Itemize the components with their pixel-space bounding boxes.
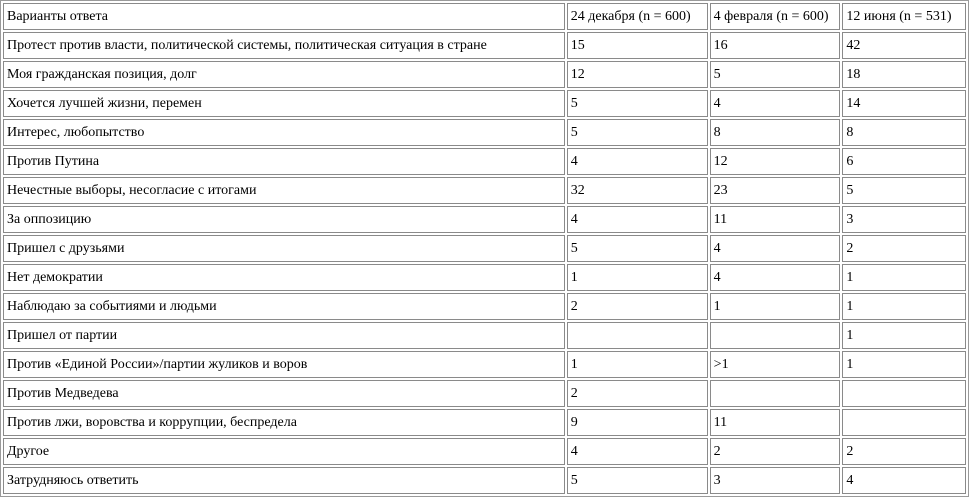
dec24-cell: 1 (567, 264, 708, 291)
dec24-cell: 5 (567, 467, 708, 494)
feb4-cell: 4 (710, 235, 841, 262)
jun12-cell: 1 (842, 351, 966, 378)
table-row (3, 380, 966, 407)
answer-cell: Затрудняюсь ответить (3, 467, 565, 494)
feb4-cell: 23 (710, 177, 841, 204)
feb4-cell: 8 (710, 119, 841, 146)
jun12-cell: 2 (842, 235, 966, 262)
dec24-cell: 15 (567, 32, 708, 59)
dec24-cell: 32 (567, 177, 708, 204)
jun12-cell: 3 (842, 206, 966, 233)
dec24-cell: 4 (567, 206, 708, 233)
table-row (3, 351, 966, 378)
feb4-cell: 11 (710, 409, 841, 436)
survey-table-body (3, 3, 966, 494)
table-row (3, 206, 966, 233)
jun12-cell (842, 380, 966, 407)
feb4-cell: >1 (710, 351, 841, 378)
jun12-cell: 2 (842, 438, 966, 465)
jun12-cell: 18 (842, 61, 966, 88)
header-cell-jun12: 12 июня (n = 531) (842, 3, 966, 30)
feb4-cell: 5 (710, 61, 841, 88)
table-row (3, 177, 966, 204)
answer-cell: Другое (3, 438, 565, 465)
jun12-cell: 6 (842, 148, 966, 175)
answer-cell: Против «Единой России»/партии жуликов и воров (3, 351, 565, 378)
feb4-cell: 3 (710, 467, 841, 494)
jun12-cell (842, 409, 966, 436)
dec24-cell: 12 (567, 61, 708, 88)
table-row (3, 467, 966, 494)
dec24-cell: 5 (567, 235, 708, 262)
header-cell-answer: Варианты ответа (3, 3, 565, 30)
table-row (3, 409, 966, 436)
dec24-cell: 2 (567, 380, 708, 407)
answer-cell: Хочется лучшей жизни, перемен (3, 90, 565, 117)
table-row (3, 90, 966, 117)
jun12-cell: 8 (842, 119, 966, 146)
jun12-cell: 1 (842, 322, 966, 349)
table-row (3, 119, 966, 146)
table-row (3, 438, 966, 465)
answer-cell: Нечестные выборы, несогласие с итогами (3, 177, 565, 204)
jun12-cell: 42 (842, 32, 966, 59)
dec24-cell: 4 (567, 438, 708, 465)
feb4-cell: 12 (710, 148, 841, 175)
jun12-cell: 4 (842, 467, 966, 494)
table-row (3, 264, 966, 291)
feb4-cell (710, 322, 841, 349)
feb4-cell: 4 (710, 264, 841, 291)
dec24-cell: 9 (567, 409, 708, 436)
jun12-cell: 5 (842, 177, 966, 204)
answer-cell: Наблюдаю за событиями и людьми (3, 293, 565, 320)
dec24-cell: 5 (567, 119, 708, 146)
dec24-cell (567, 322, 708, 349)
answer-cell: Против Медведева (3, 380, 565, 407)
answer-cell: Моя гражданская позиция, долг (3, 61, 565, 88)
feb4-cell (710, 380, 841, 407)
header-row (3, 3, 966, 30)
answer-cell: Интерес, любопытство (3, 119, 565, 146)
feb4-cell: 2 (710, 438, 841, 465)
table-row (3, 322, 966, 349)
answer-cell: Нет демократии (3, 264, 565, 291)
answer-cell: За оппозицию (3, 206, 565, 233)
table-row (3, 293, 966, 320)
dec24-cell: 4 (567, 148, 708, 175)
table-row (3, 148, 966, 175)
table-row (3, 235, 966, 262)
dec24-cell: 1 (567, 351, 708, 378)
table-row (3, 32, 966, 59)
table-row (3, 61, 966, 88)
jun12-cell: 1 (842, 293, 966, 320)
jun12-cell: 1 (842, 264, 966, 291)
dec24-cell: 2 (567, 293, 708, 320)
answer-cell: Протест против власти, политической системы, политическая ситуация в стране (3, 32, 565, 59)
jun12-cell: 14 (842, 90, 966, 117)
dec24-cell: 5 (567, 90, 708, 117)
feb4-cell: 1 (710, 293, 841, 320)
feb4-cell: 16 (710, 32, 841, 59)
header-cell-feb4: 4 февраля (n = 600) (710, 3, 841, 30)
feb4-cell: 11 (710, 206, 841, 233)
header-cell-dec24: 24 декабря (n = 600) (567, 3, 708, 30)
answer-cell: Против лжи, воровства и коррупции, беспредела (3, 409, 565, 436)
feb4-cell: 4 (710, 90, 841, 117)
answer-cell: Пришел от партии (3, 322, 565, 349)
answer-cell: Против Путина (3, 148, 565, 175)
answer-cell: Пришел с друзьями (3, 235, 565, 262)
